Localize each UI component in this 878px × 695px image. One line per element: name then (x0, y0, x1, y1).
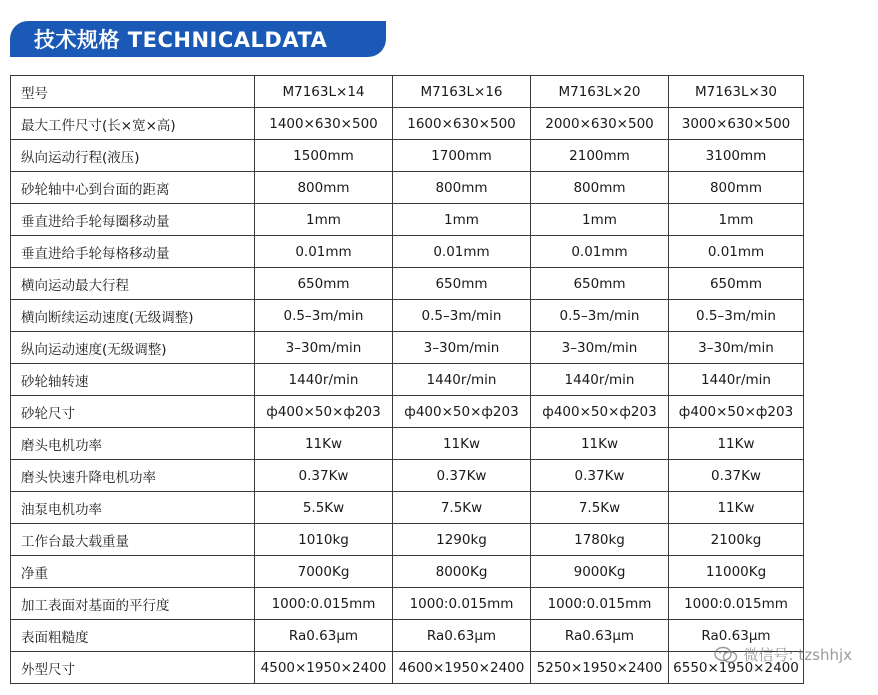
row-label: 砂轮尺寸 (11, 396, 255, 428)
spec-value: 0.5–3m/min (393, 300, 531, 332)
spec-value: 1mm (393, 204, 531, 236)
row-label: 砂轮轴转速 (11, 364, 255, 396)
spec-value: M7163L×14 (255, 76, 393, 108)
spec-value: 0.37Kw (393, 460, 531, 492)
wechat-icon (714, 646, 738, 664)
spec-value: 4500×1950×2400 (255, 652, 393, 684)
spec-value: 9000Kg (531, 556, 669, 588)
spec-value: 0.5–3m/min (531, 300, 669, 332)
spec-value: 1000:0.015mm (393, 588, 531, 620)
spec-value: 11Kw (531, 428, 669, 460)
row-label: 磨头快速升降电机功率 (11, 460, 255, 492)
section-header-banner (10, 21, 386, 57)
spec-value: Ra0.63μm (255, 620, 393, 652)
spec-value: ф400×50×ф203 (531, 396, 669, 428)
spec-value: 1500mm (255, 140, 393, 172)
spec-value: Ra0.63μm (531, 620, 669, 652)
row-label: 加工表面对基面的平行度 (11, 588, 255, 620)
spec-value: 1440r/min (393, 364, 531, 396)
spec-value: 1mm (669, 204, 804, 236)
spec-value: 3–30m/min (393, 332, 531, 364)
watermark (714, 644, 852, 665)
spec-value: 800mm (255, 172, 393, 204)
spec-value: 0.37Kw (255, 460, 393, 492)
spec-value: 5250×1950×2400 (531, 652, 669, 684)
spec-value: 11000Kg (669, 556, 804, 588)
spec-value: 1440r/min (669, 364, 804, 396)
spec-value: 800mm (669, 172, 804, 204)
spec-value: ф400×50×ф203 (255, 396, 393, 428)
spec-value: 0.37Kw (669, 460, 804, 492)
spec-value: 650mm (393, 268, 531, 300)
table-row (11, 588, 804, 620)
spec-table (10, 75, 804, 684)
spec-value: 8000Kg (393, 556, 531, 588)
spec-value: 1700mm (393, 140, 531, 172)
spec-value: 3–30m/min (531, 332, 669, 364)
spec-value: 0.01mm (393, 236, 531, 268)
spec-value: 3000×630×500 (669, 108, 804, 140)
spec-value: 11Kw (393, 428, 531, 460)
spec-value: 1400×630×500 (255, 108, 393, 140)
row-label: 净重 (11, 556, 255, 588)
spec-value: 7.5Kw (531, 492, 669, 524)
table-row (11, 396, 804, 428)
spec-value: 11Kw (669, 492, 804, 524)
spec-value: 7.5Kw (393, 492, 531, 524)
spec-value: 11Kw (669, 428, 804, 460)
spec-value: M7163L×16 (393, 76, 531, 108)
row-label: 型号 (11, 76, 255, 108)
spec-value: Ra0.63μm (669, 620, 804, 652)
spec-value: 1000:0.015mm (669, 588, 804, 620)
spec-value: 0.01mm (531, 236, 669, 268)
table-row (11, 332, 804, 364)
spec-value: 1mm (531, 204, 669, 236)
spec-value: 3100mm (669, 140, 804, 172)
spec-value: 0.37Kw (531, 460, 669, 492)
section-title: 技术规格 TECHNICALDATA (34, 28, 328, 52)
row-label: 工作台最大载重量 (11, 524, 255, 556)
row-label: 横向运动最大行程 (11, 268, 255, 300)
spec-value: 2100kg (669, 524, 804, 556)
spec-value: 2100mm (531, 140, 669, 172)
table-row (11, 620, 804, 652)
table-row (11, 460, 804, 492)
spec-value: 1290kg (393, 524, 531, 556)
spec-value: 1440r/min (531, 364, 669, 396)
row-label: 表面粗糙度 (11, 620, 255, 652)
table-row (11, 428, 804, 460)
spec-value: 1010kg (255, 524, 393, 556)
row-label: 最大工件尺寸(长×宽×高) (11, 108, 255, 140)
row-label: 纵向运动行程(液压) (11, 140, 255, 172)
row-label: 纵向运动速度(无级调整) (11, 332, 255, 364)
table-row (11, 300, 804, 332)
spec-value: 650mm (255, 268, 393, 300)
row-label: 垂直进给手轮每格移动量 (11, 236, 255, 268)
spec-value: 800mm (393, 172, 531, 204)
spec-value: 1780kg (531, 524, 669, 556)
spec-value: 0.5–3m/min (669, 300, 804, 332)
spec-value: ф400×50×ф203 (393, 396, 531, 428)
spec-value: ф400×50×ф203 (669, 396, 804, 428)
table-row (11, 268, 804, 300)
spec-value: 7000Kg (255, 556, 393, 588)
spec-value: 6550×1950×2400 (669, 652, 804, 684)
table-row (11, 236, 804, 268)
spec-value: 650mm (531, 268, 669, 300)
row-label: 外型尺寸 (11, 652, 255, 684)
row-label: 横向断续运动速度(无级调整) (11, 300, 255, 332)
table-header-row (11, 76, 804, 108)
row-label: 油泵电机功率 (11, 492, 255, 524)
table-row (11, 172, 804, 204)
spec-value: 2000×630×500 (531, 108, 669, 140)
table-row (11, 652, 804, 684)
spec-value: 11Kw (255, 428, 393, 460)
spec-value: 3–30m/min (669, 332, 804, 364)
table-row (11, 108, 804, 140)
table-row (11, 140, 804, 172)
table-row (11, 492, 804, 524)
spec-value: 0.5–3m/min (255, 300, 393, 332)
table-row (11, 556, 804, 588)
spec-value: M7163L×30 (669, 76, 804, 108)
spec-value: 1000:0.015mm (531, 588, 669, 620)
row-label: 砂轮轴中心到台面的距离 (11, 172, 255, 204)
table-row (11, 524, 804, 556)
spec-value: 4600×1950×2400 (393, 652, 531, 684)
spec-value: 0.01mm (669, 236, 804, 268)
row-label: 垂直进给手轮每圈移动量 (11, 204, 255, 236)
spec-value: M7163L×20 (531, 76, 669, 108)
spec-value: 3–30m/min (255, 332, 393, 364)
spec-value: 0.01mm (255, 236, 393, 268)
table-row (11, 204, 804, 236)
spec-value: 5.5Kw (255, 492, 393, 524)
watermark-text: 微信号: tzshhjx (743, 646, 852, 664)
row-label: 磨头电机功率 (11, 428, 255, 460)
spec-value: 1mm (255, 204, 393, 236)
spec-value: 800mm (531, 172, 669, 204)
spec-value: Ra0.63μm (393, 620, 531, 652)
table-row (11, 364, 804, 396)
spec-value: 650mm (669, 268, 804, 300)
spec-value: 1000:0.015mm (255, 588, 393, 620)
spec-value: 1600×630×500 (393, 108, 531, 140)
spec-value: 1440r/min (255, 364, 393, 396)
